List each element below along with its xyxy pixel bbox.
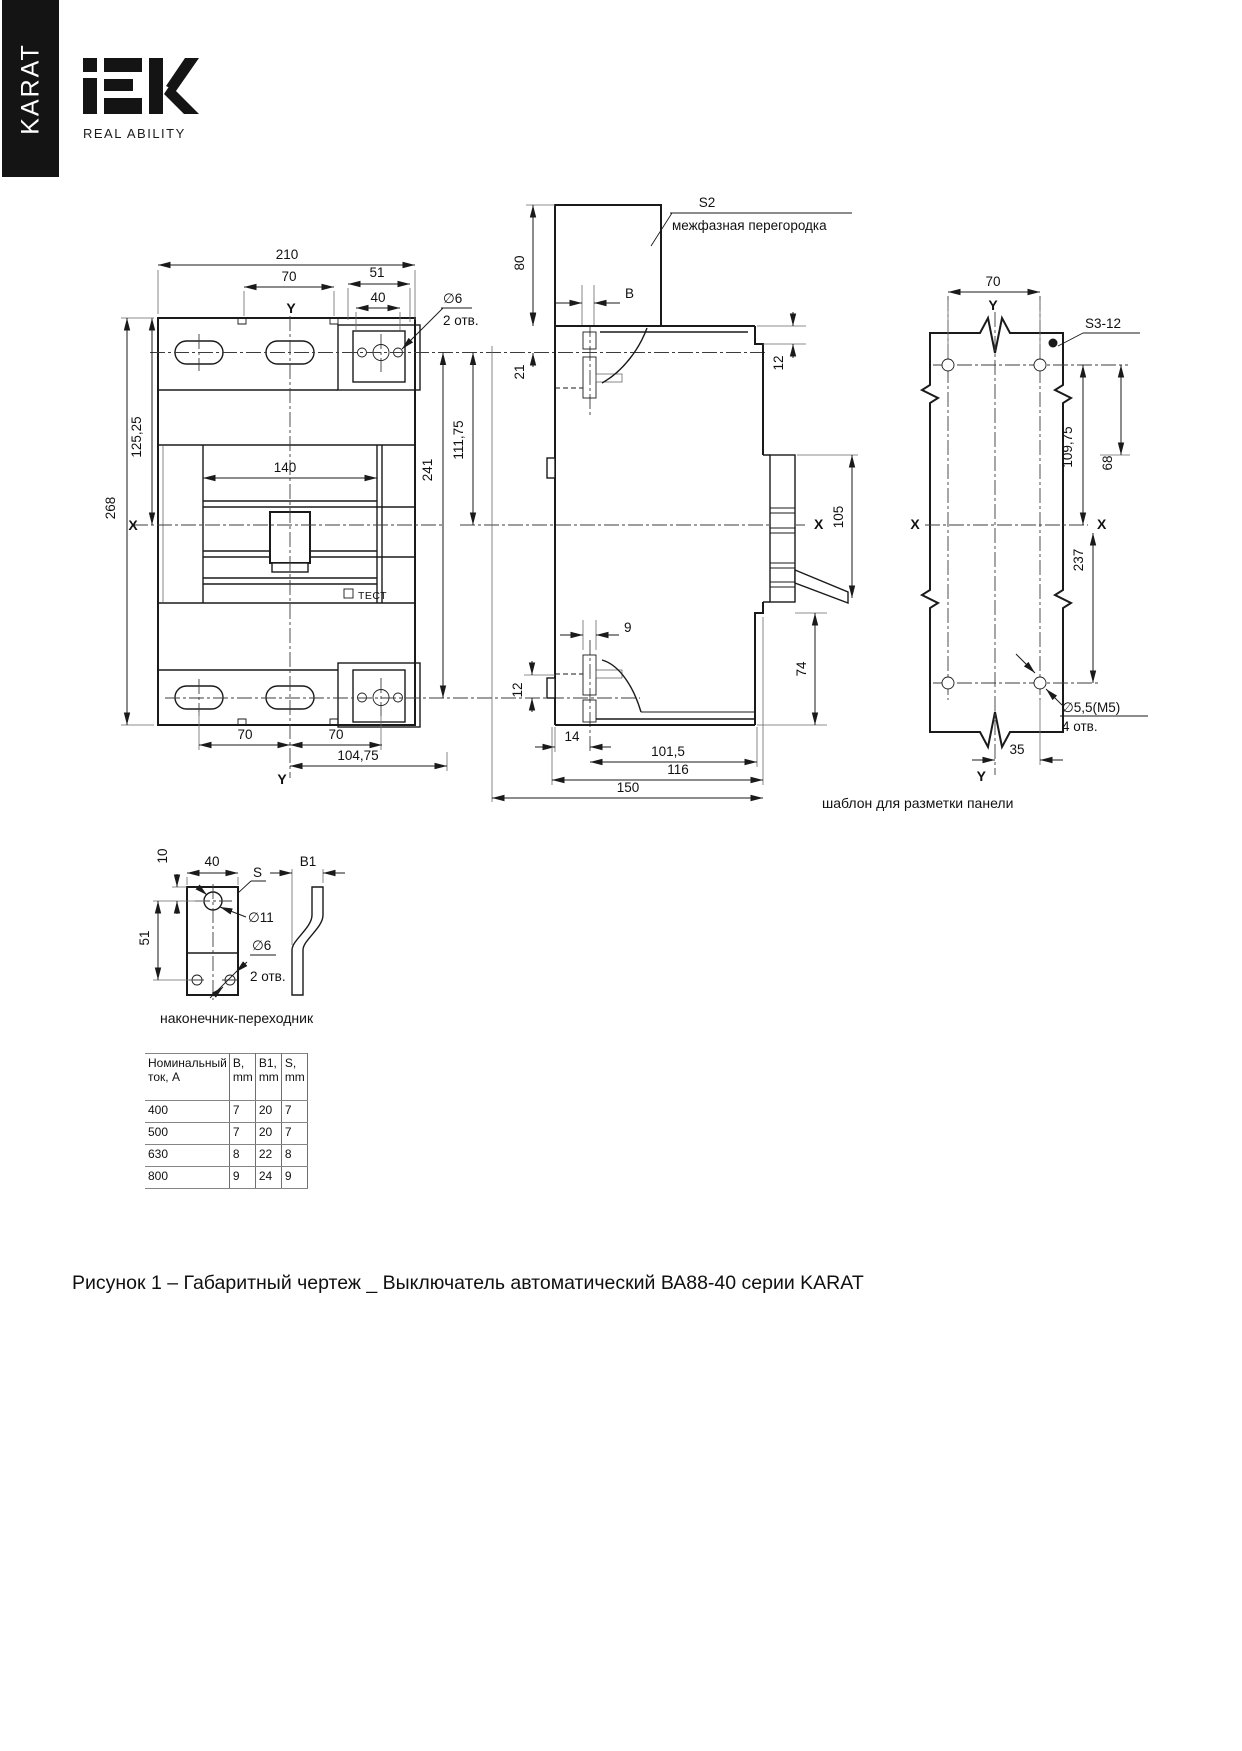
tpl-hole-qty: 4 отв. bbox=[1062, 719, 1098, 734]
lug-dim-40: 40 bbox=[204, 854, 220, 869]
axis-x-side: X bbox=[814, 516, 824, 532]
tpl-axis-y-bottom: Y bbox=[976, 768, 986, 784]
dim-111-75: 111,75 bbox=[451, 420, 466, 460]
terminal-bolt-bottom bbox=[555, 655, 755, 722]
tpl-dim-109-75: 109,75 bbox=[1060, 426, 1075, 468]
tpl-dim-35: 35 bbox=[1009, 742, 1025, 757]
dim-14: 14 bbox=[564, 729, 580, 744]
dim-104-75: 104,75 bbox=[337, 748, 379, 763]
dim-70-bl: 70 bbox=[237, 727, 253, 742]
col-b1: B1, mm bbox=[255, 1054, 281, 1101]
lug-view bbox=[137, 848, 345, 1026]
table-row: 800 9 24 9 bbox=[145, 1167, 307, 1189]
figure-caption: Рисунок 1 – Габаритный чертеж _ Выключатель автоматический ВА88-40 серии KARAT bbox=[72, 1272, 864, 1294]
axis-y-bottom: Y bbox=[277, 771, 287, 787]
table-header-row bbox=[145, 1054, 307, 1101]
dim-40: 40 bbox=[370, 290, 386, 305]
lug-dim-10: 10 bbox=[155, 848, 170, 864]
dim-140: 140 bbox=[273, 460, 297, 475]
lug-caption: наконечник-переходник bbox=[160, 1010, 314, 1026]
karat-side-banner bbox=[2, 0, 59, 177]
tpl-hole-note: ∅5,5(M5) bbox=[1062, 700, 1121, 715]
tpl-axis-x-right: X bbox=[1097, 516, 1107, 532]
dim-116: 116 bbox=[667, 762, 689, 777]
col-s: S, mm bbox=[281, 1054, 307, 1101]
dim-150: 150 bbox=[616, 780, 640, 795]
tpl-axis-y-top: Y bbox=[988, 297, 998, 313]
lug-dim-51: 51 bbox=[137, 930, 152, 946]
axis-x-front: X bbox=[128, 517, 138, 533]
karat-banner-label: KARAT bbox=[16, 42, 44, 135]
test-button bbox=[344, 589, 353, 598]
axis-y-top: Y bbox=[286, 300, 296, 316]
dim-268: 268 bbox=[103, 496, 118, 520]
tpl-dim-237: 237 bbox=[1071, 548, 1086, 572]
lug-s-label: S bbox=[253, 865, 263, 880]
table-row: 400 7 20 7 bbox=[145, 1101, 307, 1123]
dim-21: 21 bbox=[512, 364, 527, 380]
hole-qty-note: 2 отв. bbox=[443, 313, 479, 328]
terminal-strip bbox=[770, 455, 795, 602]
toggle-lever bbox=[795, 570, 848, 603]
dim-101-5: 101,5 bbox=[651, 744, 685, 759]
dim-210: 210 bbox=[275, 247, 299, 262]
dim-125-25: 125,25 bbox=[129, 416, 144, 458]
s3-label: S3-12 bbox=[1085, 316, 1122, 331]
interphase-barrier bbox=[555, 205, 661, 326]
s2-label: S2 bbox=[698, 195, 716, 210]
dim-80: 80 bbox=[512, 255, 527, 271]
dim-B: B bbox=[625, 286, 635, 301]
iek-logo bbox=[83, 58, 199, 118]
tpl-dim-70: 70 bbox=[985, 274, 1001, 289]
dim-241: 241 bbox=[420, 458, 435, 482]
lug-qty: 2 отв. bbox=[250, 969, 286, 984]
lug-dim-6: ∅6 bbox=[252, 938, 272, 953]
side-view bbox=[547, 205, 848, 725]
dim-74: 74 bbox=[794, 661, 809, 677]
terminal-bolt-top bbox=[555, 328, 647, 398]
panel-template-view bbox=[822, 274, 1148, 811]
table-row: 630 8 22 8 bbox=[145, 1145, 307, 1167]
s2-name: межфазная перегородка bbox=[672, 218, 827, 233]
template-caption: шаблон для разметки панели bbox=[822, 795, 1014, 811]
dim-12-bottom: 12 bbox=[510, 682, 525, 698]
dim-9: 9 bbox=[624, 620, 632, 635]
iek-tagline: REAL ABILITY bbox=[83, 126, 186, 141]
test-label: ТЕСТ bbox=[358, 590, 388, 602]
lug-size-table bbox=[145, 1053, 308, 1189]
lug-dim-11: ∅11 bbox=[248, 910, 274, 925]
tpl-axis-x-left: X bbox=[910, 516, 920, 532]
dim-51: 51 bbox=[369, 265, 385, 280]
col-b: B, mm bbox=[229, 1054, 255, 1101]
table-row: 500 7 20 7 bbox=[145, 1123, 307, 1145]
s3-marker-dot bbox=[1049, 339, 1058, 348]
dim-70-br: 70 bbox=[328, 727, 344, 742]
lug-dim-b1: B1 bbox=[299, 854, 317, 869]
dim-105: 105 bbox=[831, 505, 846, 529]
lug-profile bbox=[292, 887, 323, 995]
dim-12-top: 12 bbox=[771, 355, 786, 371]
dim-drawing bbox=[0, 160, 1242, 1040]
front-view bbox=[158, 318, 420, 727]
hole-dia-note: ∅6 bbox=[443, 291, 463, 306]
iek-logo-glyphs bbox=[83, 58, 199, 114]
tpl-dim-68: 68 bbox=[1100, 455, 1115, 471]
dim-70-top: 70 bbox=[281, 269, 297, 284]
col-current: Номинальный ток, А bbox=[145, 1054, 229, 1101]
